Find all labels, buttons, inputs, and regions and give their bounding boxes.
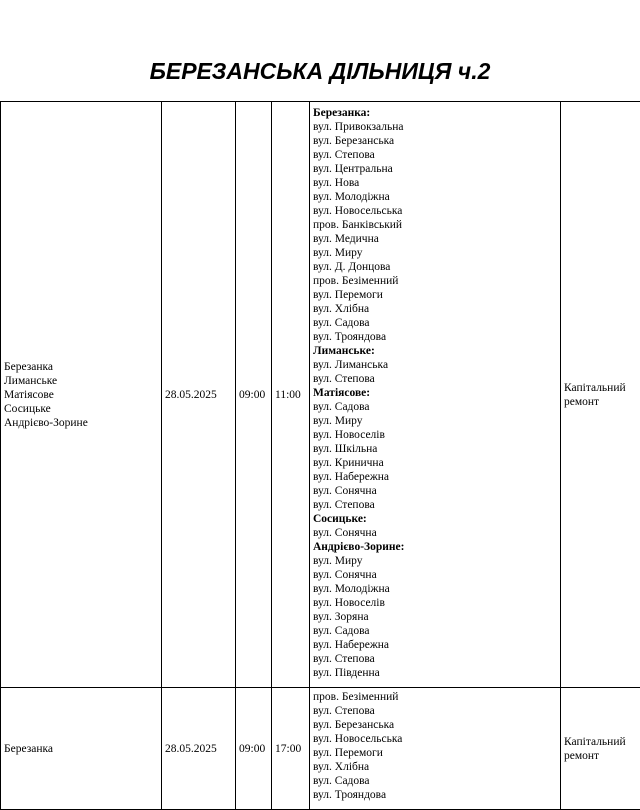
street-name: вул. Набережна: [313, 470, 557, 484]
street-name: вул. Степова: [313, 148, 557, 162]
street-name: вул. Садова: [313, 624, 557, 638]
street-name: пров. Безіменний: [313, 274, 557, 288]
street-name: вул. Березанська: [313, 134, 557, 148]
outage-table: [0, 101, 640, 810]
settlement-name: Матіясове: [4, 388, 158, 402]
settlement-name: Андрієво-Зорине: [4, 416, 158, 430]
street-name: вул. Березанська: [313, 718, 557, 732]
street-name: вул. Перемоги: [313, 746, 557, 760]
street-name: вул. Трояндова: [313, 788, 557, 802]
street-name: вул. Новоселів: [313, 428, 557, 442]
streets-cell: [310, 102, 561, 688]
settlement-heading: Березанка:: [313, 106, 557, 120]
settlement-name: Лиманське: [4, 374, 158, 388]
street-name: вул. Південна: [313, 666, 557, 680]
settlement-heading: Лиманське:: [313, 344, 557, 358]
street-name: вул. Трояндова: [313, 330, 557, 344]
date-cell: 28.05.2025: [162, 688, 236, 810]
street-name: вул. Д. Донцова: [313, 260, 557, 274]
settlement-heading: Андрієво-Зорине:: [313, 540, 557, 554]
reason-text: Капітальний: [564, 381, 638, 395]
streets-cell: [310, 688, 561, 810]
time-to-cell: 17:00: [272, 688, 310, 810]
settlement-name: Сосицьке: [4, 402, 158, 416]
street-name: вул. Привокзальна: [313, 120, 557, 134]
time-to-cell: 11:00: [272, 102, 310, 688]
page-title: БЕРЕЗАНСЬКА ДІЛЬНИЦЯ ч.2: [0, 58, 640, 85]
time-from-cell: 09:00: [236, 102, 272, 688]
street-name: вул. Хлібна: [313, 760, 557, 774]
street-name: пров. Безіменний: [313, 690, 557, 704]
settlement-heading: Матіясове:: [313, 386, 557, 400]
reason-cell: [561, 102, 640, 688]
street-name: вул. Сонячна: [313, 568, 557, 582]
street-name: вул. Миру: [313, 414, 557, 428]
street-name: вул. Молодіжна: [313, 190, 557, 204]
street-name: вул. Сонячна: [313, 484, 557, 498]
table-row: [1, 688, 640, 810]
street-name: вул. Шкільна: [313, 442, 557, 456]
street-name: вул. Сонячна: [313, 526, 557, 540]
settlements-cell: [1, 102, 162, 688]
street-name: вул. Степова: [313, 704, 557, 718]
street-name: вул. Кринична: [313, 456, 557, 470]
street-name: вул. Молодіжна: [313, 582, 557, 596]
street-name: вул. Центральна: [313, 162, 557, 176]
street-name: вул. Медична: [313, 232, 557, 246]
street-name: пров. Банківський: [313, 218, 557, 232]
street-name: вул. Новосельська: [313, 732, 557, 746]
street-name: вул. Садова: [313, 774, 557, 788]
reason-text: Капітальний: [564, 735, 638, 749]
street-name: вул. Набережна: [313, 638, 557, 652]
street-name: вул. Новосельська: [313, 204, 557, 218]
street-name: вул. Садова: [313, 316, 557, 330]
street-name: вул. Миру: [313, 246, 557, 260]
street-name: вул. Хлібна: [313, 302, 557, 316]
street-name: вул. Перемоги: [313, 288, 557, 302]
street-name: вул. Садова: [313, 400, 557, 414]
street-name: вул. Степова: [313, 498, 557, 512]
street-name: вул. Новоселів: [313, 596, 557, 610]
settlement-heading: Сосицьке:: [313, 512, 557, 526]
street-name: вул. Зоряна: [313, 610, 557, 624]
reason-cell: [561, 688, 640, 810]
street-name: вул. Степова: [313, 652, 557, 666]
settlement-name: Березанка: [4, 360, 158, 374]
date-cell: 28.05.2025: [162, 102, 236, 688]
reason-text: ремонт: [564, 749, 638, 763]
settlements-cell: [1, 688, 162, 810]
street-name: вул. Степова: [313, 372, 557, 386]
street-name: вул. Лиманська: [313, 358, 557, 372]
reason-text: ремонт: [564, 395, 638, 409]
street-name: вул. Нова: [313, 176, 557, 190]
table-row: [1, 102, 640, 688]
settlement-name: Березанка: [4, 742, 158, 756]
time-from-cell: 09:00: [236, 688, 272, 810]
street-name: вул. Миру: [313, 554, 557, 568]
